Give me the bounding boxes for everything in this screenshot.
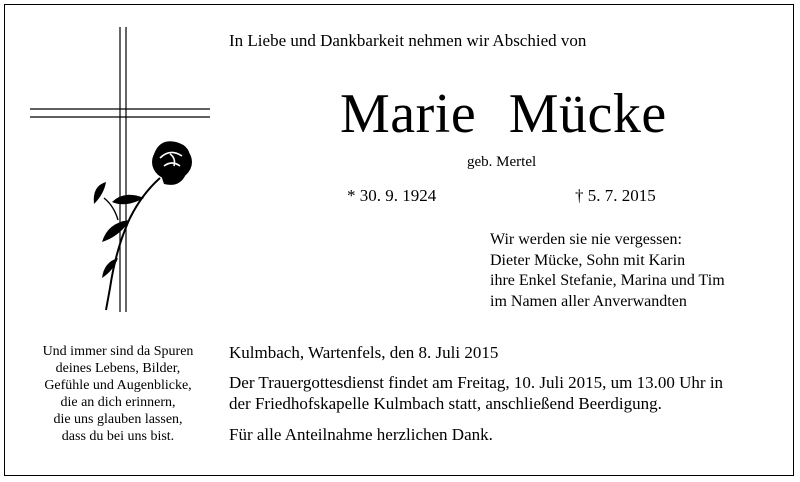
mourners-line: im Namen aller Anverwandten bbox=[490, 292, 687, 310]
mourners-line: Dieter Mücke, Sohn mit Karin bbox=[490, 251, 686, 269]
poem-block bbox=[8, 343, 228, 445]
poem-line: deines Lebens, Bilder, bbox=[55, 361, 181, 376]
poem-line: dass du bei uns bist. bbox=[61, 429, 175, 444]
poem-line: die uns glauben lassen, bbox=[53, 412, 183, 427]
maiden-name: geb. Mertel bbox=[467, 154, 537, 170]
poem-line: die an dich erinnern, bbox=[60, 395, 176, 410]
mourners-block bbox=[490, 230, 725, 312]
death-date: † 5. 7. 2015 bbox=[575, 186, 656, 205]
intro-text: In Liebe und Dankbarkeit nehmen wir Abschied von bbox=[229, 31, 587, 50]
mourners-line: Wir werden sie nie vergessen: bbox=[490, 231, 682, 248]
service-line: Der Trauergottesdienst findet am Freitag, 10. Juli 2015, um 13.00 Uhr in bbox=[229, 373, 724, 392]
birth-date: * 30. 9. 1924 bbox=[347, 186, 437, 205]
place-date: Kulmbach, Wartenfels, den 8. Juli 2015 bbox=[229, 343, 499, 362]
poem-line: Und immer sind da Spuren bbox=[42, 344, 194, 359]
cross-with-rose-icon bbox=[20, 22, 220, 322]
service-block bbox=[229, 372, 723, 414]
thanks-text: Für alle Anteilnahme herzlichen Dank. bbox=[229, 425, 493, 444]
deceased-name: Marie Mücke bbox=[340, 83, 667, 145]
poem-line: Gefühle und Augenblicke, bbox=[44, 378, 192, 393]
service-line: der Friedhofskapelle Kulmbach statt, anschließend Beerdigung. bbox=[229, 394, 662, 413]
mourners-line: ihre Enkel Stefanie, Marina und Tim bbox=[490, 272, 725, 289]
